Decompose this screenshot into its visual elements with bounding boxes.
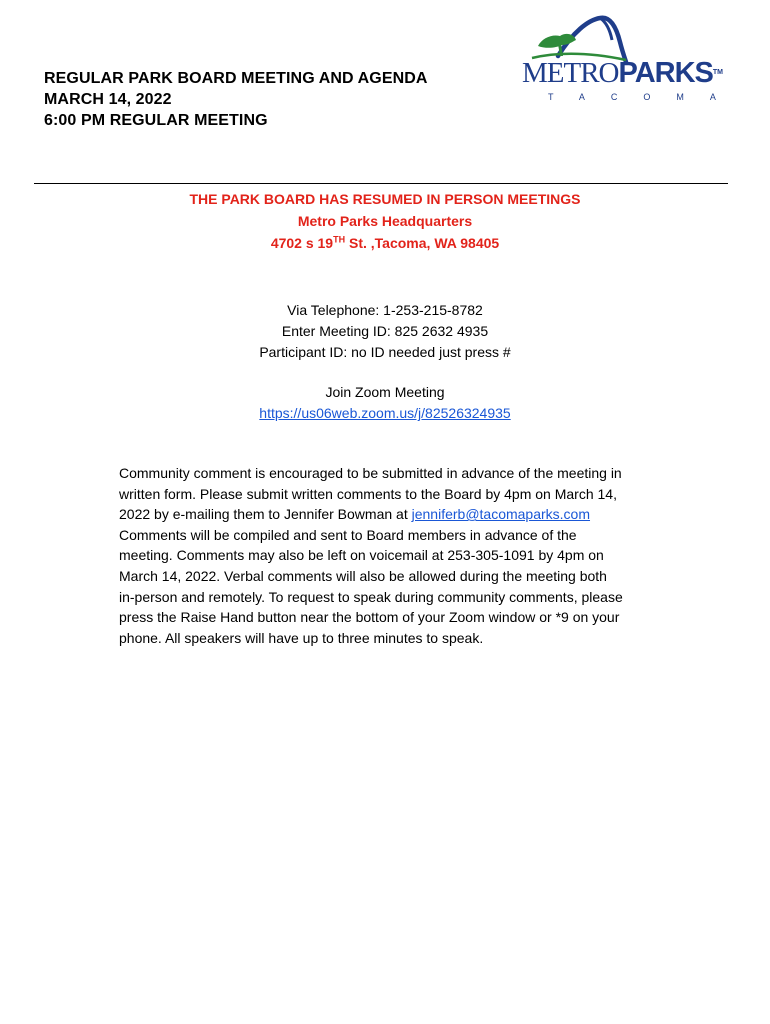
meeting-date: MARCH 14, 2022 [44, 91, 172, 108]
comment-line: phone. All speakers will have up to three minutes to speak. [119, 629, 484, 646]
logo-wordmark [522, 58, 723, 88]
zoom-label: Join Zoom Meeting [325, 384, 445, 400]
comment-line: Community comment is encouraged to be submitted in advance of the meeting in [119, 465, 622, 481]
location-name: Metro Parks Headquarters [297, 213, 473, 229]
resumed-heading: THE PARK BOARD HAS RESUMED IN PERSON MEETINGS [189, 191, 581, 207]
telephone-number: Via Telephone: 1-253-215-8782 [287, 302, 483, 318]
resumed-notice [0, 188, 770, 254]
location-address: 4702 s 19TH St. ,Tacoma, WA 98405 [270, 234, 500, 251]
meeting-id: Enter Meeting ID: 825 2632 4935 [281, 323, 489, 339]
comment-line: meeting. Comments may also be left on voicemail at 253-305-1091 by 4pm on [119, 547, 604, 564]
dial-in-info [0, 300, 770, 363]
comment-line: press the Raise Hand button near the bottom of your Zoom window or *9 on your [119, 609, 620, 626]
zoom-info [0, 382, 770, 424]
zoom-meeting-link[interactable]: https://us06web.zoom.us/j/82526324935 [259, 405, 511, 421]
meeting-time: 6:00 PM REGULAR MEETING [44, 112, 268, 129]
logo-city-text: TACOMA [548, 92, 742, 102]
comment-line: written form. Please submit written comments to the Board by 4pm on March 14, [119, 485, 617, 502]
comment-line: in-person and remotely. To request to speak during community comments, please [119, 588, 623, 605]
header-divider [34, 183, 728, 184]
meeting-title: REGULAR PARK BOARD MEETING AND AGENDA [44, 70, 428, 87]
participant-id: Participant ID: no ID needed just press # [259, 344, 511, 360]
logo-parks-text: PARKS [618, 57, 713, 89]
document-header [44, 68, 428, 131]
comment-line: Comments will be compiled and sent to Board members in advance of the [119, 526, 577, 543]
comment-line: 2022 by e-mailing them to Jennifer Bowman at jenniferb@tacomaparks.com [119, 506, 591, 523]
community-comment-paragraph [119, 463, 669, 648]
logo-trademark: TM [712, 69, 723, 76]
email-link[interactable]: jenniferb@tacomaparks.com [411, 506, 591, 523]
comment-line: March 14, 2022. Verbal comments will also be allowed during the meeting both [119, 567, 607, 584]
metro-parks-logo [518, 12, 742, 102]
logo-metro-text: METRO [522, 57, 619, 89]
